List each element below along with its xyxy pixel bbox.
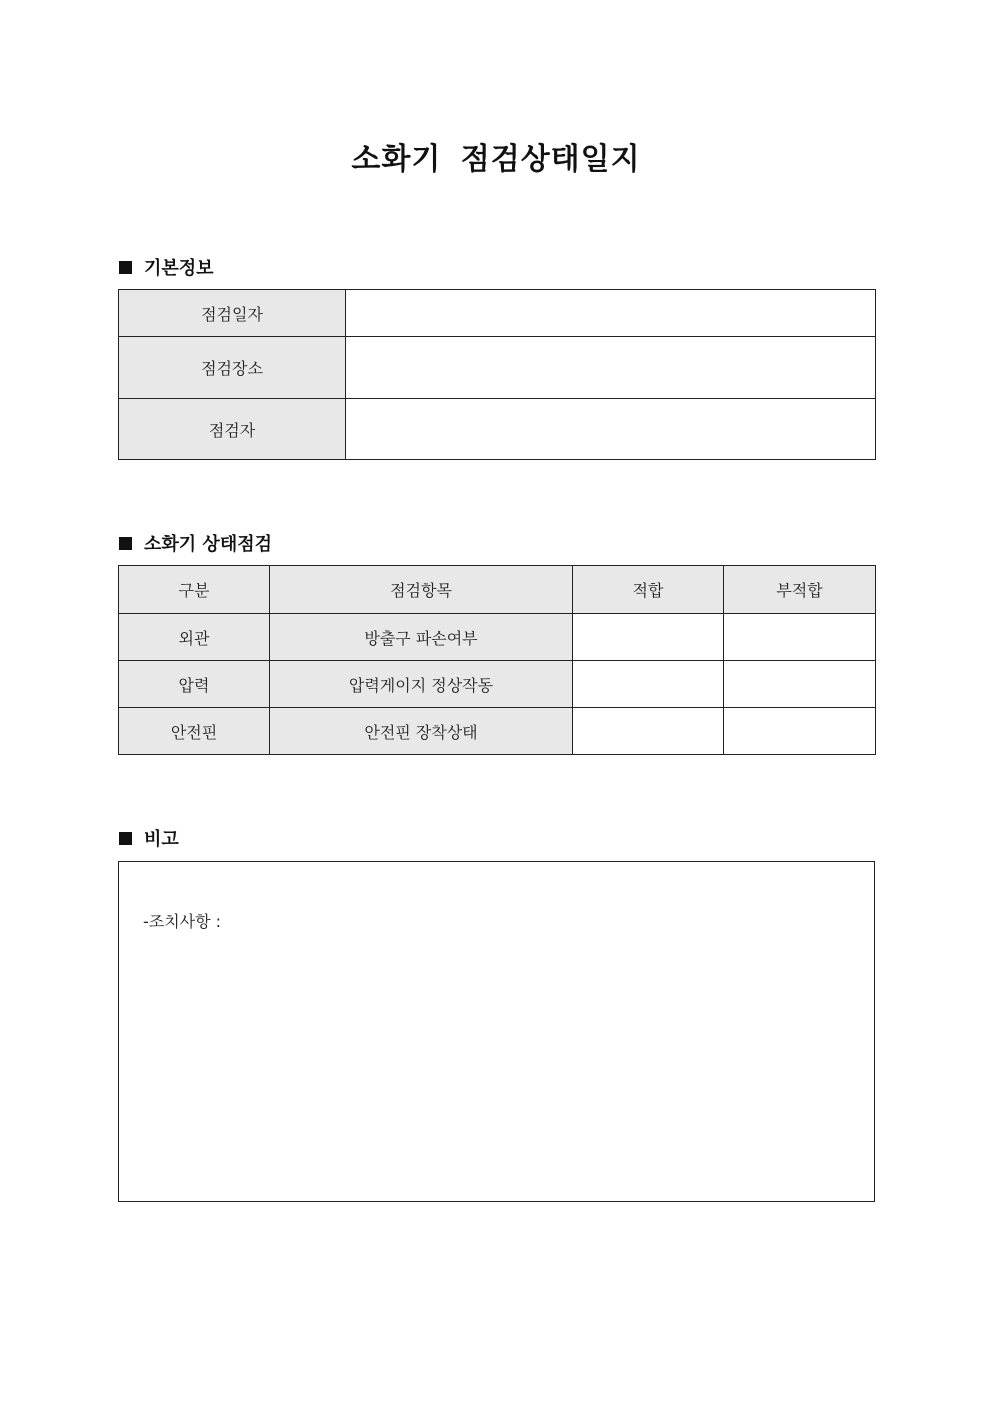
- header-category: 구분: [119, 566, 270, 614]
- fail-cell[interactable]: [724, 661, 876, 708]
- table-row: [119, 290, 876, 337]
- basic-info-heading: [119, 254, 214, 280]
- basic-info-table: [118, 289, 876, 460]
- header-pass: 적합: [573, 566, 724, 614]
- inspector-field[interactable]: [346, 399, 876, 460]
- header-item: 점검항목: [270, 566, 573, 614]
- remarks-heading-label: 비고: [144, 829, 179, 850]
- row-item: 방출구 파손여부: [270, 614, 573, 661]
- square-bullet-icon: [119, 832, 132, 845]
- action-taken-label: -조치사항 :: [143, 912, 222, 931]
- row-item: 압력게이지 정상작동: [270, 661, 573, 708]
- inspector-label: 점검자: [119, 399, 346, 460]
- inspection-location-label: 점검장소: [119, 337, 346, 399]
- basic-info-heading-label: 기본정보: [144, 258, 214, 279]
- header-fail: 부적합: [724, 566, 876, 614]
- table-row: [119, 337, 876, 399]
- table-row: [119, 399, 876, 460]
- fail-cell[interactable]: [724, 614, 876, 661]
- table-row: [119, 708, 876, 755]
- inspection-table: [118, 565, 876, 755]
- table-row: [119, 614, 876, 661]
- inspection-date-label: 점검일자: [119, 290, 346, 337]
- row-category: 안전핀: [119, 708, 270, 755]
- remarks-box[interactable]: [118, 861, 875, 1202]
- inspection-heading-label: 소화기 상태점검: [144, 534, 272, 555]
- row-category: 압력: [119, 661, 270, 708]
- page-title: 소화기 점검상태일지: [351, 142, 641, 177]
- square-bullet-icon: [119, 537, 132, 550]
- remarks-heading: [119, 825, 179, 851]
- square-bullet-icon: [119, 261, 132, 274]
- fail-cell[interactable]: [724, 708, 876, 755]
- row-item: 안전핀 장착상태: [270, 708, 573, 755]
- pass-cell[interactable]: [573, 614, 724, 661]
- row-category: 외관: [119, 614, 270, 661]
- inspection-date-field[interactable]: [346, 290, 876, 337]
- pass-cell[interactable]: [573, 708, 724, 755]
- pass-cell[interactable]: [573, 661, 724, 708]
- inspection-heading: [119, 530, 272, 556]
- table-row: [119, 661, 876, 708]
- table-header-row: [119, 566, 876, 614]
- inspection-location-field[interactable]: [346, 337, 876, 399]
